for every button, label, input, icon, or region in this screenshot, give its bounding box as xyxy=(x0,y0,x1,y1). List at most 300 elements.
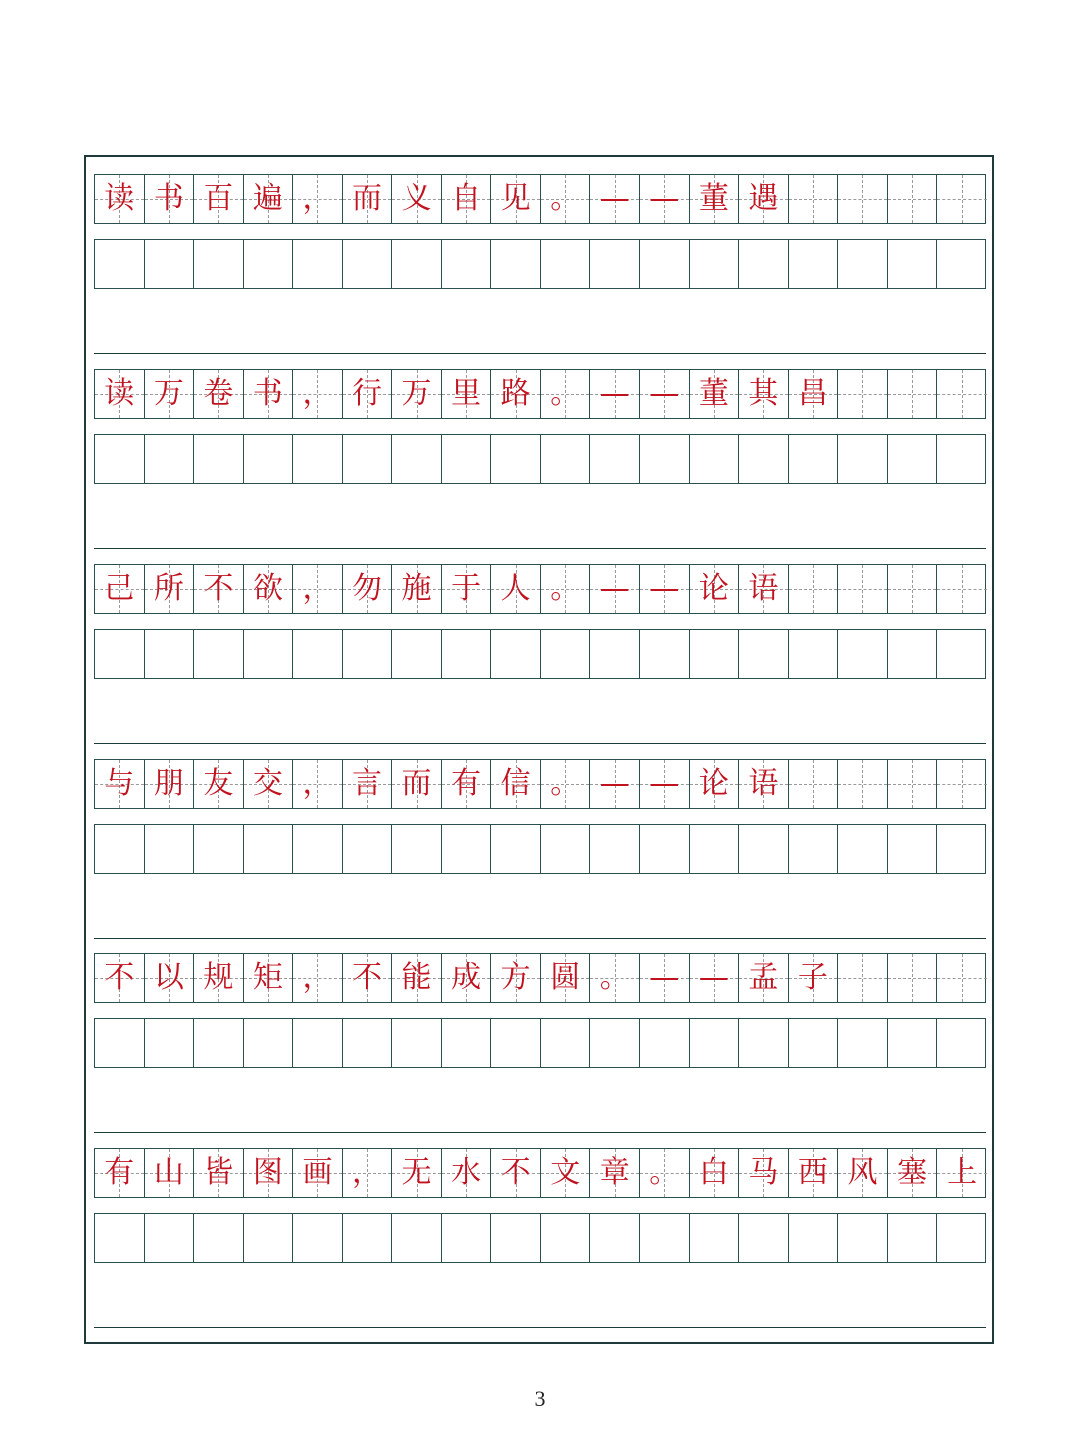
model-character: — xyxy=(698,960,729,995)
practice-cell[interactable] xyxy=(343,1019,393,1067)
practice-row xyxy=(94,629,986,679)
practice-cell[interactable] xyxy=(838,1019,888,1067)
exercise-block xyxy=(94,759,986,874)
practice-cell[interactable] xyxy=(640,435,690,483)
practice-cell[interactable] xyxy=(937,240,987,288)
model-cell xyxy=(343,565,393,613)
model-character: 万 xyxy=(401,376,432,411)
practice-cell[interactable] xyxy=(739,1019,789,1067)
model-character: 书 xyxy=(252,376,283,411)
practice-cell[interactable] xyxy=(293,435,343,483)
model-character: — xyxy=(649,376,680,411)
model-cell xyxy=(293,175,343,223)
practice-cell[interactable] xyxy=(491,435,541,483)
practice-cell[interactable] xyxy=(392,630,442,678)
model-cell xyxy=(293,760,343,808)
model-cell xyxy=(789,760,839,808)
model-cell xyxy=(937,370,987,418)
model-cell xyxy=(690,1149,740,1197)
practice-cell[interactable] xyxy=(640,240,690,288)
practice-cell[interactable] xyxy=(392,825,442,873)
practice-cell[interactable] xyxy=(789,435,839,483)
model-cell xyxy=(95,760,145,808)
model-cell xyxy=(194,565,244,613)
model-cell xyxy=(640,954,690,1002)
model-cell xyxy=(442,954,492,1002)
model-character: 言 xyxy=(352,766,382,801)
model-character: 。 xyxy=(599,960,630,995)
practice-cell[interactable] xyxy=(442,435,492,483)
practice-cell[interactable] xyxy=(838,630,888,678)
practice-cell[interactable] xyxy=(541,240,591,288)
practice-cell[interactable] xyxy=(491,825,541,873)
practice-cell[interactable] xyxy=(789,1214,839,1262)
model-character: 无 xyxy=(401,1155,432,1190)
model-cell xyxy=(392,760,442,808)
practice-cell[interactable] xyxy=(343,1214,393,1262)
practice-row xyxy=(94,1213,986,1263)
model-cell xyxy=(640,1149,690,1197)
model-cell xyxy=(888,760,938,808)
practice-cell[interactable] xyxy=(244,630,294,678)
model-cell xyxy=(145,370,195,418)
practice-cell[interactable] xyxy=(937,1019,987,1067)
model-character: 自 xyxy=(451,181,482,216)
practice-cell[interactable] xyxy=(145,825,195,873)
model-character: 路 xyxy=(500,376,531,411)
practice-cell[interactable] xyxy=(95,240,145,288)
practice-cell[interactable] xyxy=(491,1019,541,1067)
model-cell xyxy=(590,954,640,1002)
model-cell xyxy=(789,175,839,223)
model-cell xyxy=(145,565,195,613)
practice-cell[interactable] xyxy=(590,1214,640,1262)
model-cell xyxy=(739,1149,789,1197)
model-cell xyxy=(442,565,492,613)
model-character: 交 xyxy=(252,766,283,801)
model-character: 而 xyxy=(352,181,382,216)
model-character: 。 xyxy=(550,376,581,411)
model-cell xyxy=(392,954,442,1002)
practice-cell[interactable] xyxy=(888,240,938,288)
practice-cell[interactable] xyxy=(392,1214,442,1262)
model-character: ， xyxy=(302,571,333,606)
practice-cell[interactable] xyxy=(95,825,145,873)
model-character: 董 xyxy=(698,376,729,411)
model-character: ， xyxy=(302,376,333,411)
model-cell xyxy=(640,565,690,613)
practice-cell[interactable] xyxy=(838,825,888,873)
model-row xyxy=(94,564,986,614)
model-cell xyxy=(194,954,244,1002)
model-cell xyxy=(739,565,789,613)
model-character: 孟 xyxy=(748,960,779,995)
practice-cell[interactable] xyxy=(937,630,987,678)
practice-cell[interactable] xyxy=(789,1019,839,1067)
model-cell xyxy=(343,370,393,418)
model-character: 勿 xyxy=(352,571,382,606)
practice-cell[interactable] xyxy=(739,630,789,678)
model-character: 欲 xyxy=(252,571,283,606)
model-cell xyxy=(541,1149,591,1197)
practice-cell[interactable] xyxy=(95,1214,145,1262)
practice-cell[interactable] xyxy=(640,825,690,873)
model-character: 有 xyxy=(104,1155,135,1190)
practice-cell[interactable] xyxy=(95,1019,145,1067)
model-cell xyxy=(888,175,938,223)
practice-cell[interactable] xyxy=(739,435,789,483)
model-cell xyxy=(541,175,591,223)
practice-cell[interactable] xyxy=(789,630,839,678)
practice-cell[interactable] xyxy=(590,435,640,483)
model-cell xyxy=(442,370,492,418)
model-row xyxy=(94,369,986,419)
practice-cell[interactable] xyxy=(343,240,393,288)
model-cell xyxy=(442,1149,492,1197)
practice-cell[interactable] xyxy=(293,825,343,873)
model-cell xyxy=(491,1149,541,1197)
practice-cell[interactable] xyxy=(937,435,987,483)
model-cell xyxy=(541,370,591,418)
model-cell xyxy=(838,954,888,1002)
model-cell xyxy=(541,760,591,808)
model-character: 。 xyxy=(649,1155,680,1190)
practice-cell[interactable] xyxy=(194,435,244,483)
separator-line xyxy=(94,548,986,549)
model-character: — xyxy=(599,571,630,606)
model-cell xyxy=(95,175,145,223)
practice-cell[interactable] xyxy=(293,630,343,678)
practice-cell[interactable] xyxy=(888,825,938,873)
model-cell xyxy=(838,760,888,808)
model-character: 能 xyxy=(401,960,432,995)
practice-cell[interactable] xyxy=(145,435,195,483)
model-character: 山 xyxy=(153,1155,184,1190)
model-cell xyxy=(491,954,541,1002)
model-cell xyxy=(690,565,740,613)
practice-cell[interactable] xyxy=(244,825,294,873)
model-cell xyxy=(640,760,690,808)
model-character: 上 xyxy=(947,1155,978,1190)
model-cell xyxy=(244,954,294,1002)
practice-cell[interactable] xyxy=(590,825,640,873)
model-character: 。 xyxy=(550,571,581,606)
practice-cell[interactable] xyxy=(244,240,294,288)
practice-cell[interactable] xyxy=(343,825,393,873)
practice-cell[interactable] xyxy=(690,630,740,678)
model-character: 己 xyxy=(104,571,135,606)
practice-row xyxy=(94,824,986,874)
model-character: 。 xyxy=(550,181,581,216)
model-cell xyxy=(789,1149,839,1197)
model-cell xyxy=(392,370,442,418)
practice-cell[interactable] xyxy=(590,1019,640,1067)
model-character: 有 xyxy=(451,766,482,801)
model-cell xyxy=(590,175,640,223)
model-cell xyxy=(838,370,888,418)
model-character: 圆 xyxy=(550,960,581,995)
practice-cell[interactable] xyxy=(442,1019,492,1067)
exercise-block xyxy=(94,1148,986,1263)
model-cell xyxy=(194,1149,244,1197)
model-character: 所 xyxy=(153,571,184,606)
model-cell xyxy=(244,1149,294,1197)
model-cell xyxy=(789,954,839,1002)
separator-line xyxy=(94,743,986,744)
model-cell xyxy=(690,954,740,1002)
model-cell xyxy=(343,760,393,808)
model-cell xyxy=(789,370,839,418)
model-character: 友 xyxy=(203,766,234,801)
model-character: 以 xyxy=(153,960,184,995)
practice-cell[interactable] xyxy=(194,825,244,873)
model-character: 遍 xyxy=(252,181,283,216)
practice-cell[interactable] xyxy=(392,240,442,288)
practice-cell[interactable] xyxy=(541,1214,591,1262)
model-character: 子 xyxy=(797,960,828,995)
model-character: — xyxy=(599,181,630,216)
model-cell xyxy=(937,1149,987,1197)
page-number: 3 xyxy=(534,1386,546,1411)
practice-cell[interactable] xyxy=(293,240,343,288)
model-cell xyxy=(293,370,343,418)
practice-cell[interactable] xyxy=(690,1019,740,1067)
model-row xyxy=(94,1148,986,1198)
practice-cell[interactable] xyxy=(145,630,195,678)
practice-cell[interactable] xyxy=(442,1214,492,1262)
practice-cell[interactable] xyxy=(838,435,888,483)
model-character: 信 xyxy=(500,766,531,801)
practice-cell[interactable] xyxy=(442,825,492,873)
model-cell xyxy=(789,565,839,613)
practice-cell[interactable] xyxy=(789,240,839,288)
model-cell xyxy=(392,175,442,223)
practice-cell[interactable] xyxy=(739,240,789,288)
model-character: 不 xyxy=(500,1155,531,1190)
model-cell xyxy=(244,370,294,418)
practice-cell[interactable] xyxy=(244,1019,294,1067)
practice-cell[interactable] xyxy=(95,435,145,483)
practice-cell[interactable] xyxy=(541,435,591,483)
practice-row xyxy=(94,434,986,484)
practice-cell[interactable] xyxy=(293,1214,343,1262)
practice-cell[interactable] xyxy=(145,1019,195,1067)
model-cell xyxy=(145,1149,195,1197)
model-cell xyxy=(145,175,195,223)
practice-cell[interactable] xyxy=(888,435,938,483)
model-character: 读 xyxy=(104,181,135,216)
model-cell xyxy=(590,370,640,418)
practice-cell[interactable] xyxy=(194,240,244,288)
model-character: 朋 xyxy=(153,766,184,801)
model-character: 成 xyxy=(451,960,482,995)
model-cell xyxy=(937,760,987,808)
exercise-block xyxy=(94,564,986,679)
practice-cell[interactable] xyxy=(640,1214,690,1262)
model-cell xyxy=(343,175,393,223)
model-character: 不 xyxy=(352,960,382,995)
model-cell xyxy=(888,370,938,418)
model-cell xyxy=(590,760,640,808)
model-character: ， xyxy=(302,960,333,995)
model-cell xyxy=(95,370,145,418)
model-character: 塞 xyxy=(897,1155,928,1190)
model-character: ， xyxy=(302,181,333,216)
practice-cell[interactable] xyxy=(690,825,740,873)
model-cell xyxy=(392,565,442,613)
practice-cell[interactable] xyxy=(937,825,987,873)
practice-cell[interactable] xyxy=(392,1019,442,1067)
model-cell xyxy=(690,175,740,223)
model-cell xyxy=(590,1149,640,1197)
practice-cell[interactable] xyxy=(789,825,839,873)
model-cell xyxy=(690,370,740,418)
practice-cell[interactable] xyxy=(590,630,640,678)
model-character: — xyxy=(649,766,680,801)
practice-cell[interactable] xyxy=(194,1019,244,1067)
model-character: 皆 xyxy=(203,1155,234,1190)
practice-cell[interactable] xyxy=(145,1214,195,1262)
practice-cell[interactable] xyxy=(541,1019,591,1067)
practice-cell[interactable] xyxy=(194,630,244,678)
practice-cell[interactable] xyxy=(194,1214,244,1262)
model-cell xyxy=(95,565,145,613)
practice-cell[interactable] xyxy=(293,1019,343,1067)
practice-cell[interactable] xyxy=(640,630,690,678)
practice-cell[interactable] xyxy=(888,1019,938,1067)
practice-cell[interactable] xyxy=(244,1214,294,1262)
model-character: ， xyxy=(302,766,333,801)
model-cell xyxy=(690,760,740,808)
practice-cell[interactable] xyxy=(838,240,888,288)
model-character: 风 xyxy=(847,1155,878,1190)
model-cell xyxy=(739,760,789,808)
model-cell xyxy=(442,175,492,223)
exercise-block xyxy=(94,953,986,1068)
model-character: 论 xyxy=(698,766,729,801)
practice-row xyxy=(94,1018,986,1068)
model-row xyxy=(94,953,986,1003)
model-cell xyxy=(194,760,244,808)
practice-cell[interactable] xyxy=(491,240,541,288)
practice-cell[interactable] xyxy=(690,240,740,288)
model-cell xyxy=(392,1149,442,1197)
practice-cell[interactable] xyxy=(690,1214,740,1262)
practice-row xyxy=(94,239,986,289)
practice-cell[interactable] xyxy=(541,630,591,678)
model-cell xyxy=(640,175,690,223)
model-cell xyxy=(838,1149,888,1197)
model-cell xyxy=(244,760,294,808)
practice-cell[interactable] xyxy=(690,435,740,483)
model-row xyxy=(94,759,986,809)
model-character: 施 xyxy=(401,571,432,606)
practice-cell[interactable] xyxy=(838,1214,888,1262)
model-cell xyxy=(491,175,541,223)
model-character: 不 xyxy=(104,960,135,995)
practice-cell[interactable] xyxy=(95,630,145,678)
model-cell xyxy=(343,954,393,1002)
model-character: 白 xyxy=(698,1155,729,1190)
model-character: 水 xyxy=(451,1155,482,1190)
model-cell xyxy=(739,175,789,223)
model-cell xyxy=(491,370,541,418)
model-character: 文 xyxy=(550,1155,581,1190)
practice-cell[interactable] xyxy=(343,630,393,678)
model-character: 章 xyxy=(599,1155,630,1190)
model-character: — xyxy=(649,181,680,216)
model-character: 义 xyxy=(401,181,432,216)
practice-cell[interactable] xyxy=(937,1214,987,1262)
model-character: 规 xyxy=(203,960,234,995)
model-cell xyxy=(95,1149,145,1197)
model-cell xyxy=(937,954,987,1002)
model-cell xyxy=(244,175,294,223)
model-character: 人 xyxy=(500,571,531,606)
model-character: 书 xyxy=(153,181,184,216)
model-character: 万 xyxy=(153,376,184,411)
model-character: 百 xyxy=(203,181,234,216)
model-character: 其 xyxy=(748,376,779,411)
practice-cell[interactable] xyxy=(442,630,492,678)
model-character: 画 xyxy=(302,1155,333,1190)
practice-cell[interactable] xyxy=(739,825,789,873)
model-character: 行 xyxy=(352,376,382,411)
model-character: 矩 xyxy=(252,960,283,995)
practice-cell[interactable] xyxy=(343,435,393,483)
practice-cell[interactable] xyxy=(888,1214,938,1262)
practice-cell[interactable] xyxy=(590,240,640,288)
model-character: 马 xyxy=(748,1155,779,1190)
model-cell xyxy=(491,760,541,808)
practice-cell[interactable] xyxy=(739,1214,789,1262)
model-character: 遇 xyxy=(748,181,779,216)
exercise-block xyxy=(94,174,986,289)
practice-cell[interactable] xyxy=(491,1214,541,1262)
model-cell xyxy=(640,370,690,418)
model-character: 论 xyxy=(698,571,729,606)
practice-cell[interactable] xyxy=(541,825,591,873)
model-cell xyxy=(293,954,343,1002)
model-character: 卷 xyxy=(203,376,234,411)
model-cell xyxy=(293,565,343,613)
model-character: 昌 xyxy=(797,376,828,411)
model-character: 董 xyxy=(698,181,729,216)
model-cell xyxy=(442,760,492,808)
model-cell xyxy=(937,565,987,613)
practice-cell[interactable] xyxy=(392,435,442,483)
model-character: 语 xyxy=(748,571,779,606)
model-character: — xyxy=(599,376,630,411)
practice-cell[interactable] xyxy=(442,240,492,288)
practice-cell[interactable] xyxy=(640,1019,690,1067)
separator-line xyxy=(94,938,986,939)
practice-cell[interactable] xyxy=(145,240,195,288)
model-cell xyxy=(145,760,195,808)
practice-cell[interactable] xyxy=(888,630,938,678)
model-cell xyxy=(739,370,789,418)
model-cell xyxy=(293,1149,343,1197)
practice-cell[interactable] xyxy=(244,435,294,483)
practice-cell[interactable] xyxy=(491,630,541,678)
model-character: 于 xyxy=(451,571,482,606)
exercise-block xyxy=(94,369,986,484)
model-cell xyxy=(244,565,294,613)
model-cell xyxy=(937,175,987,223)
model-cell xyxy=(888,1149,938,1197)
model-character: 图 xyxy=(252,1155,283,1190)
model-cell xyxy=(888,565,938,613)
